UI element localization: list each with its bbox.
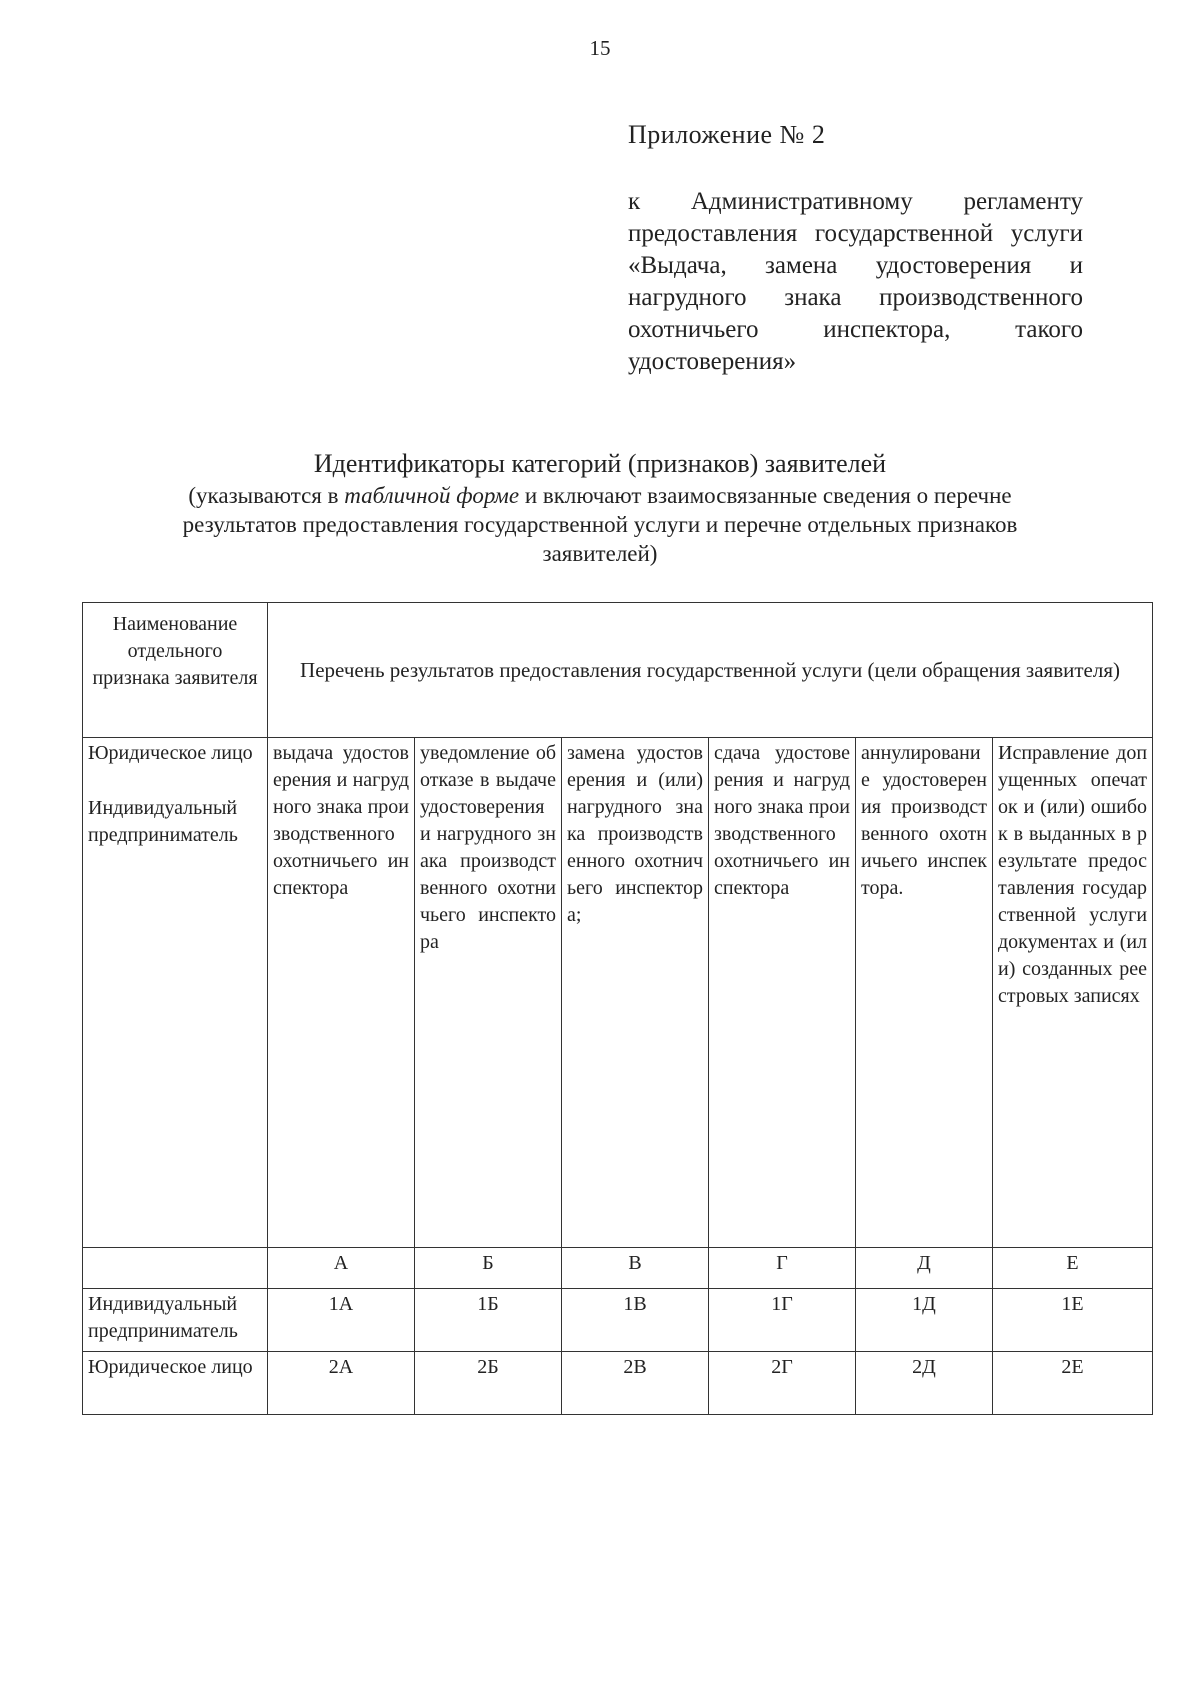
heading-sub-after: и включают взаимосвязанные сведения о перечне результатов предоставления государственной услуги и перечне отдельных признаков заявителей) (182, 483, 1018, 566)
result-code: В (562, 1248, 709, 1289)
category-code: 2А (268, 1352, 415, 1415)
header-results-list: Перечень результатов предоставления государственной услуги (цели обращения заявителя) (268, 603, 1153, 738)
document-heading (160, 448, 1040, 568)
category-code: 2Б (415, 1352, 562, 1415)
applicant-type: Юридическое лицо (88, 742, 253, 764)
result-cell: аннулирование удостоверения производственного охотничьего инспектора. (856, 738, 993, 1248)
table-header-row (83, 603, 1153, 738)
result-code: Д (856, 1248, 993, 1289)
code-row-label (83, 1248, 268, 1289)
result-code: Б (415, 1248, 562, 1289)
heading-sub-italic: табличной форме (344, 483, 520, 508)
row-applicant-name: Юридическое лицо (83, 1352, 268, 1415)
category-table (82, 602, 1153, 1415)
heading-sub-before: (указываются в (188, 483, 345, 508)
result-code: А (268, 1248, 415, 1289)
category-code: 2Д (856, 1352, 993, 1415)
result-cell: замена удостоверения и (или) нагрудного знака производственного охотничьего инспектора; (562, 738, 709, 1248)
category-code: 1Д (856, 1289, 993, 1352)
category-code: 1Г (709, 1289, 856, 1352)
category-code: 1В (562, 1289, 709, 1352)
category-code: 2В (562, 1352, 709, 1415)
header-attribute-name: Наименование отдельного признака заявителя (83, 603, 268, 738)
heading-sub (160, 481, 1040, 568)
result-code: Г (709, 1248, 856, 1289)
page-number: 15 (589, 36, 611, 60)
appendix-reference: к Административному регламенту предоставления государственной услуги «Выдача, замена удостоверения и нагрудного знака производственного охотничьего инспектора, такого удостоверения» (628, 188, 1083, 375)
table-row (83, 1352, 1153, 1415)
heading-main: Идентификаторы категорий (признаков) заявителей (313, 449, 887, 478)
category-code: 1Е (993, 1289, 1153, 1352)
applicant-types-cell (83, 738, 268, 1248)
category-code: 1А (268, 1289, 415, 1352)
category-code: 2Г (709, 1352, 856, 1415)
category-code: 1Б (415, 1289, 562, 1352)
category-code: 2Е (993, 1352, 1153, 1415)
appendix-title: Приложение № 2 (628, 120, 826, 149)
table-row (83, 1289, 1153, 1352)
result-cell: сдача удостоверения и нагрудного знака производственного охотничьего инспектора (709, 738, 856, 1248)
result-cell: выдача удостоверения и нагрудного знака производственного охотничьего инспектора (268, 738, 415, 1248)
result-cell: Исправление допущенных опечаток и (или) ошибок в выданных в результате предоставления государственной услуги документах и (или) созданных реестровых записях (993, 738, 1153, 1248)
table-results-row (83, 738, 1153, 1248)
row-applicant-name: Индивидуальный предприниматель (83, 1289, 268, 1352)
table-code-row (83, 1248, 1153, 1289)
result-code: Е (993, 1248, 1153, 1289)
result-cell: уведомление об отказе в выдаче удостоверения и нагрудного знака производственного охотничьего инспектора (415, 738, 562, 1248)
applicant-type: Индивидуальный предприниматель (88, 797, 238, 846)
